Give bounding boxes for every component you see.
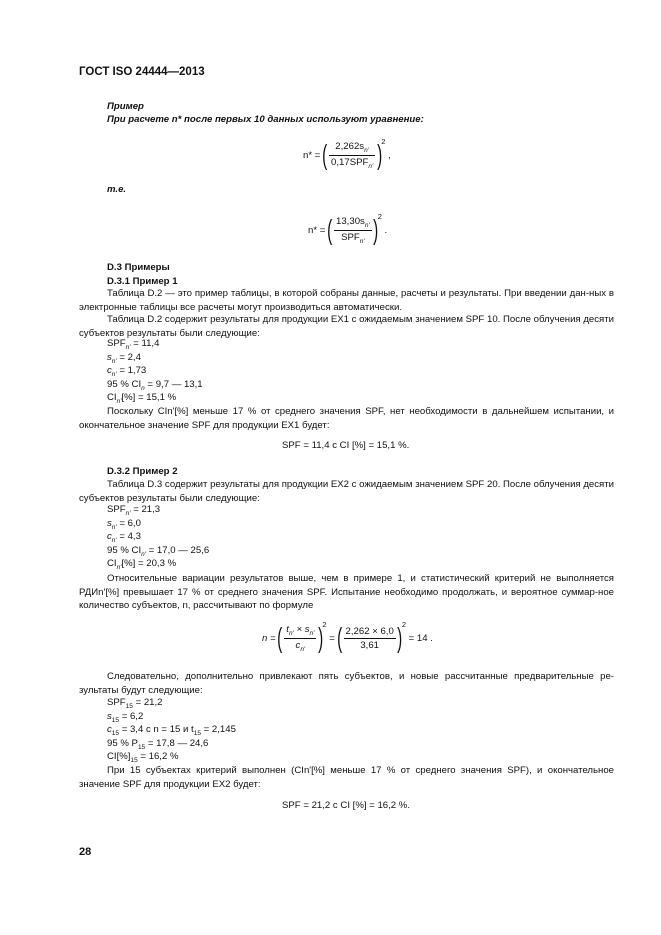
d32-paragraph-2: Относительные вариации результатов выше, чем в примере 1, и статистический критерий не выполняется РДИn'[%] превышает 17 % от среднего значения SPF. Испытание необходимо продолжать, и вероятное суммар-ное количество субъектов, n, рассчитывают по формуле	[79, 573, 614, 611]
d31-value-s: $s_{n'} = 2,4$	[107, 352, 141, 365]
formula1-lhs: n* =	[303, 150, 321, 161]
d32-value-ci95: 95 % $CI_{n'} = 17,0$ — 25,6	[107, 545, 210, 558]
d31-value-ci95: 95 % $CI_n = 9,7$ — 13,1	[107, 379, 203, 392]
d32-paragraph-3: Следовательно, дополнительно привлекают пять субъектов, и новые рассчитанные предварительные ре-зультаты будут следующие:	[79, 671, 614, 696]
example-label: Пример	[107, 101, 144, 112]
d32-paragraph-1: Таблица D.3 содержит результаты для продукции ЕХ2 с ожидаемым значением SPF 20. После облучения десяти субъектов результаты были следующие:	[79, 479, 614, 504]
d31-paragraph-3: Поскольку CIn'[%] меньше 17 % от среднего значения SPF, нет необходимости в дальнейшем испытании, и окончательное значение SPF для продукции ЕХ1 будет:	[79, 406, 614, 431]
subsection-heading-d32: D.3.2 Пример 2	[107, 466, 178, 477]
subsection-heading-d31: D.3.1 Пример 1	[107, 276, 178, 287]
d31-paragraph-1: Таблица D.2 — это пример таблицы, в которой собраны данные, расчеты и результаты. При введении дан-ных в электронные таблицы все расчеты могут производиться автоматически.	[79, 288, 614, 313]
d32-value2-s: $s_{15} = 6,2$	[107, 711, 144, 724]
d32-value-spf: $SPF_{n'} = 21,3$	[107, 504, 161, 517]
formula3-lhs: n =	[262, 633, 276, 644]
d32-value-ci-percent: $CI_{n'}[\%] = 20,3$ %	[107, 558, 177, 571]
d32-value-s: $s_{n'} = 6,0$	[107, 518, 141, 531]
d31-value-c: $c_{n'} = 1,73$	[107, 365, 147, 378]
d32-value2-ci: $CI[\%]_{15} = 16,2$ %	[107, 751, 179, 764]
formula2-lhs: n* =	[308, 225, 326, 236]
formula-n-star-1: n* = ( $\frac{2,262s_{n'}}{0,17SPF_{n'}}$ )$^2$ ,	[303, 137, 391, 171]
d31-value-spf: $SPF_{n'} = 11,4$	[107, 338, 160, 351]
d31-value-ci-percent: $CI_{n'}[\%] = 15,1$ %	[107, 392, 177, 405]
formula-n-star-2: n* = ( $\frac{13,30s_{n'}}{SPF_{n'}}$ )$^2$ .	[308, 212, 388, 246]
d32-value2-p95: 95 % $P_{15} = 17,8$ — 24,6	[107, 738, 209, 751]
te-label: т.е.	[107, 184, 127, 195]
d31-result: SPF = 11,4 с CI [%] = 15,1 %.	[282, 440, 410, 451]
d32-result: SPF = 21,2 с CI [%] = 16,2 %.	[282, 800, 410, 811]
d31-paragraph-2: Таблица D.2 содержит результаты для продукции ЕХ1 с ожидаемым значением SPF 10. После облучения десяти субъектов результаты были следующие:	[79, 314, 614, 339]
page-number: 28	[79, 846, 92, 858]
d32-value2-spf: $SPF_{15} = 21,2$	[107, 697, 163, 710]
example-intro-text: При расчете n* после первых 10 данных используют уравнение:	[107, 114, 424, 125]
d32-value2-c: $c_{15} = 3,4$ с n = 15 и $t_{15} = 2,145$	[107, 724, 236, 737]
d32-value-c: $c_{n'} = 4,3$	[107, 531, 141, 544]
d32-paragraph-4: При 15 субъектах критерий выполнен (CIn'[%] меньше 17 % от среднего значения SPF), и окончательное значение SPF для продукции ЕХ2 будет:	[79, 765, 614, 790]
section-heading-d3: D.3 Примеры	[107, 262, 170, 273]
document-header: ГОСТ ISO 24444—2013	[79, 66, 205, 78]
formula-n-estimate: n = ( $\frac{t_{n'} \times s_{n'}}{c_{n'}}$ )$^2$ = ( $\frac{2,262 \times 6,0}{3,61}$ )$^2$ = 14 .	[262, 620, 433, 654]
